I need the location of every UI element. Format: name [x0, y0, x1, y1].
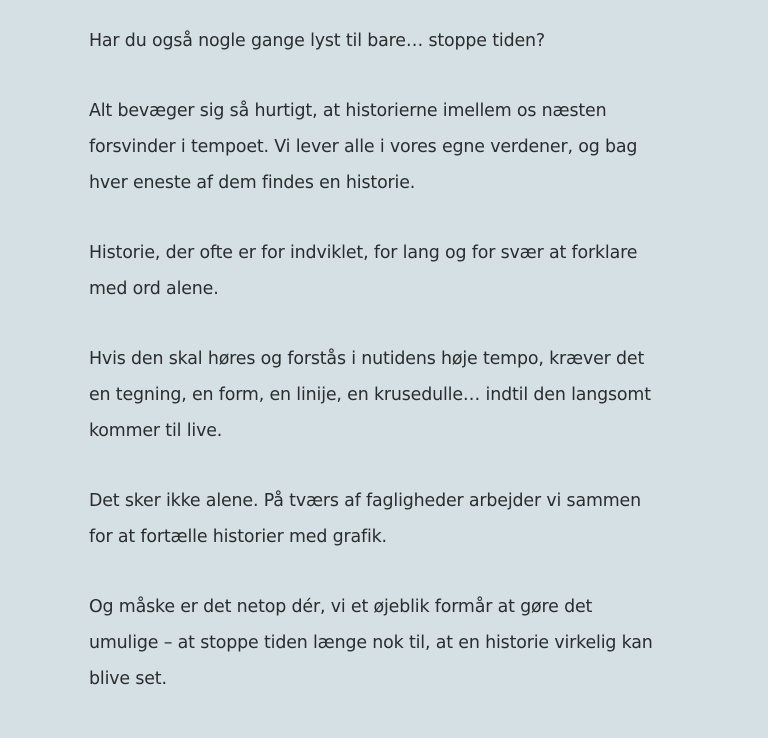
paragraph-collaboration: Det sker ikke alene. På tværs af fagligheder arbejder vi sammen for at fortælle historier med grafik.	[89, 491, 641, 547]
paragraph-complexity: Historie, der ofte er for indviklet, for lang og for svær at forklare med ord alene.	[89, 243, 638, 299]
paragraph-tempo: Alt bevæger sig så hurtigt, at historierne imellem os næsten forsvinder i tempoet. Vi lever alle i vores egne verdener, og bag hver eneste af dem findes en historie.	[89, 101, 638, 193]
article-body	[89, 23, 729, 731]
paragraph-drawing: Hvis den skal høres og forstås i nutidens høje tempo, kræver det en tegning, en form, en linije, en krusedulle… indtil den langsomt kommer til live.	[89, 349, 651, 441]
paragraph-conclusion: Og måske er det netop dér, vi et øjeblik formår at gøre det umulige – at stoppe tiden længe nok til, at en historie virkelig kan blive set.	[89, 597, 653, 689]
paragraph-intro: Har du også nogle gange lyst til bare… stoppe tiden?	[89, 31, 545, 51]
